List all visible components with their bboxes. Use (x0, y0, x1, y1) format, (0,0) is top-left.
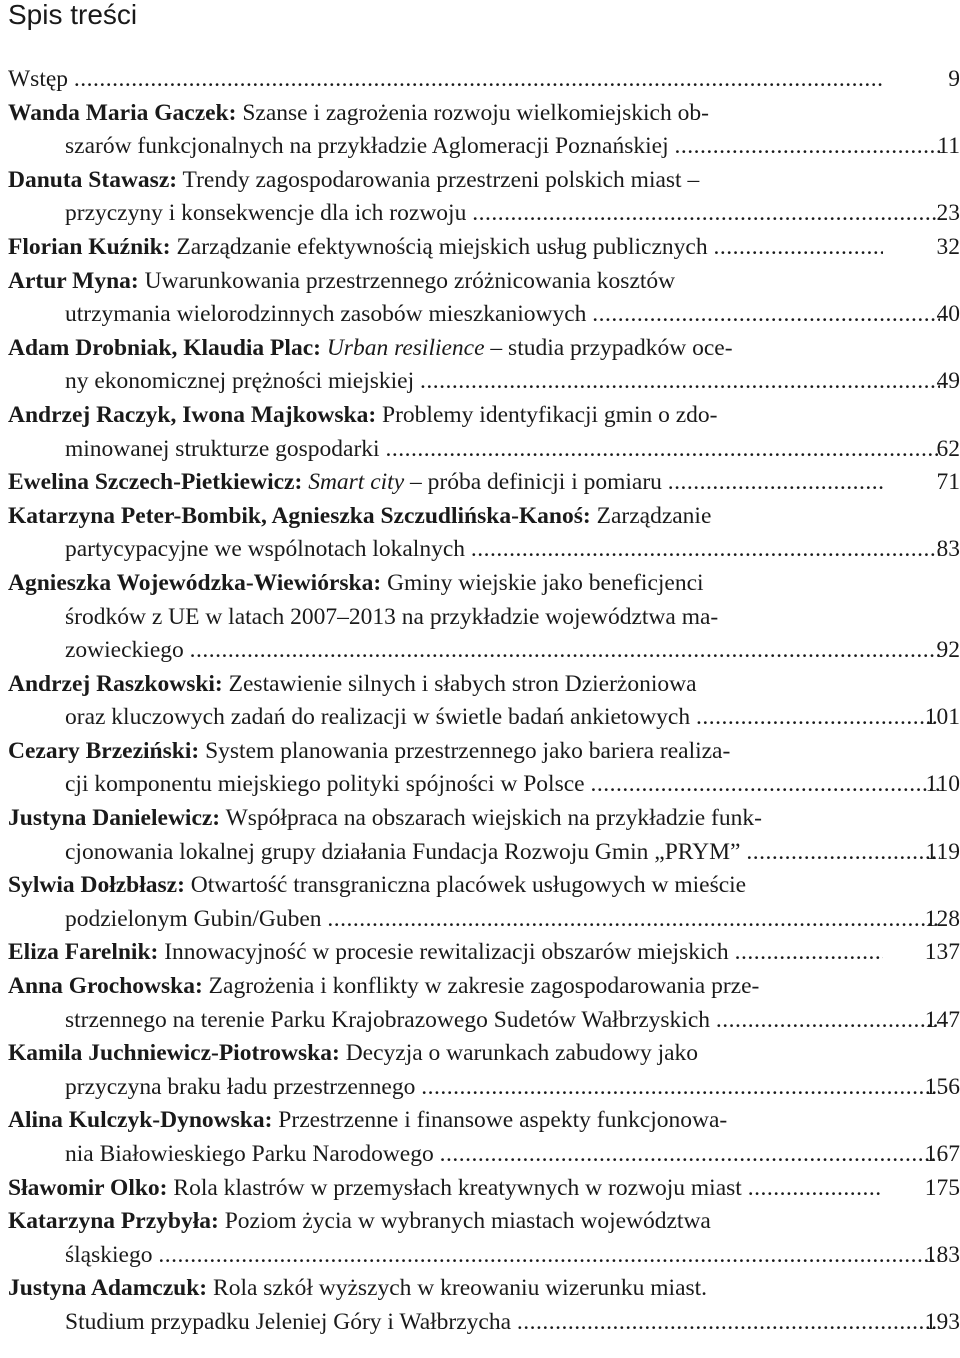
toc-entry[interactable] (8, 399, 960, 466)
toc-entry[interactable] (8, 1037, 960, 1104)
toc-entry-title: Współpraca na obszarach wiejskich na przykładzie funk- (225, 805, 762, 832)
toc-entry-line (8, 433, 940, 467)
toc-entry[interactable] (8, 936, 960, 970)
toc-entry-line (8, 164, 960, 198)
table-of-contents (8, 63, 960, 1340)
toc-entry-line (8, 836, 940, 870)
toc-entry[interactable] (8, 735, 960, 802)
toc-entry-author: Florian Kuźnik: (8, 233, 171, 260)
toc-entry[interactable] (8, 1172, 960, 1206)
toc-entry-line (8, 1172, 883, 1206)
toc-entry[interactable] (8, 970, 960, 1037)
toc-entry-line (8, 802, 960, 836)
toc-entry-title: Wstęp (8, 66, 69, 92)
toc-entry-title: Otwartość transgraniczna placówek usługowych w mieście (190, 872, 747, 899)
toc-entry-title: strzennego na terenie Parku Krajobrazowego Sudetów Wałbrzyskich (65, 1006, 711, 1033)
toc-entry-author: Wanda Maria Gaczek: (8, 99, 237, 126)
toc-entry-title: Rola klastrów w przemysłach kreatywnych w rozwoju miast (173, 1174, 742, 1201)
toc-entry-line (8, 1306, 940, 1340)
toc-page-number: 40 (936, 301, 960, 328)
toc-entry-line (8, 567, 960, 601)
toc-entry-line (8, 601, 960, 635)
toc-page-number: 71 (936, 469, 960, 496)
toc-entry[interactable] (8, 1272, 960, 1339)
toc-entry-line (8, 466, 883, 500)
toc-entry-title: Szanse i zagrożenia rozwoju wielkomiejskich ob- (242, 99, 709, 126)
toc-entry[interactable] (8, 265, 960, 332)
toc-entry-title: Zarządzanie efektywnością miejskich usług publicznych (176, 233, 708, 260)
toc-entry-title: Studium przypadku Jeleniej Góry i Wałbrzycha (65, 1308, 512, 1335)
toc-page-number: 193 (924, 1308, 960, 1335)
toc-entry-line (8, 903, 940, 937)
toc-entry-author: Agnieszka Wojewódzka-Wiewiórska: (8, 569, 382, 596)
toc-entry-author: Alina Kulczyk-Dynowska: (8, 1107, 273, 1134)
toc-entry-author: Kamila Juchniewicz-Piotrowska: (8, 1040, 340, 1067)
toc-entry-author: Katarzyna Peter-Bombik, Agnieszka Szczudlińska-Kanoś: (8, 502, 591, 529)
toc-entry-author: Cezary Brzeziński: (8, 737, 200, 764)
toc-entry-line (8, 1004, 940, 1038)
toc-page-number: 101 (924, 704, 960, 731)
toc-page-number: 9 (948, 66, 960, 92)
toc-entry-author: Ewelina Szczech-Pietkiewicz: (8, 469, 303, 496)
toc-entry-line (8, 1205, 960, 1239)
toc-page-number: 32 (936, 233, 960, 260)
toc-entry-title: Trendy zagospodarowania przestrzeni polskich miast – (182, 166, 700, 193)
toc-entry-line (8, 1138, 940, 1172)
toc-entry-title: zowieckiego (65, 637, 184, 664)
toc-entry-intro[interactable] (8, 63, 960, 97)
toc-entry-line (8, 399, 960, 433)
toc-entry-line (8, 197, 940, 231)
toc-entry-line (8, 970, 960, 1004)
toc-entry-author: Justyna Danielewicz: (8, 805, 221, 832)
toc-entry-author: Eliza Farelnik: (8, 939, 159, 966)
toc-entry[interactable] (8, 869, 960, 936)
toc-entry-title: cji komponentu miejskiego polityki spójności w Polsce (65, 771, 585, 798)
toc-entry-line (8, 130, 940, 164)
toc-entry[interactable] (8, 466, 960, 500)
toc-entry-line (8, 500, 960, 534)
toc-entry[interactable] (8, 231, 960, 265)
toc-entry-author: Anna Grochowska: (8, 973, 203, 1000)
toc-entry-title: – studia przypadków oce- (490, 334, 733, 361)
toc-entry[interactable] (8, 668, 960, 735)
toc-entry-author: Andrzej Raczyk, Iwona Majkowska: (8, 401, 377, 428)
toc-entry-title: partycypacyjne we wspólnotach lokalnych (65, 536, 466, 563)
toc-entry-title: Poziom życia w wybranych miastach województwa (224, 1208, 711, 1235)
toc-page-number: 167 (924, 1141, 960, 1167)
toc-entry-line (8, 936, 883, 970)
toc-entry-author: Sławomir Olko: (8, 1174, 168, 1201)
toc-entry-title: nia Białowieskiego Parku Narodowego (65, 1141, 434, 1167)
toc-entry[interactable] (8, 567, 960, 668)
toc-entry[interactable] (8, 97, 960, 164)
toc-entry-title: Rola szkół wyższych w kreowaniu wizerunku miast. (213, 1275, 708, 1302)
toc-entry-title: środków z UE w latach 2007–2013 na przykładzie województwa ma- (65, 603, 719, 630)
toc-page-number: 83 (936, 536, 960, 563)
toc-entry-title: System planowania przestrzennego jako bariera realiza- (205, 737, 731, 764)
toc-page-number: 137 (924, 939, 960, 966)
toc-entry-title: Przestrzenne i finansowe aspekty funkcjonowa- (278, 1107, 728, 1134)
toc-entry-author: Justyna Adamczuk: (8, 1275, 208, 1302)
toc-page-number: 62 (936, 435, 960, 462)
toc-entry-title: oraz kluczowych zadań do realizacji w świetle badań ankietowych (65, 704, 691, 731)
toc-page-number: 175 (924, 1174, 960, 1201)
toc-entry-line (8, 1239, 940, 1273)
toc-entry-title: – próba definicji i pomiaru (410, 469, 662, 496)
toc-entry-title: Zestawienie silnych i słabych stron Dzierżoniowa (228, 670, 697, 697)
toc-entry-line (8, 231, 883, 265)
toc-entry[interactable] (8, 1205, 960, 1272)
toc-entry-line (8, 1104, 960, 1138)
toc-entry-author: Katarzyna Przybyła: (8, 1208, 219, 1235)
toc-entry[interactable] (8, 1104, 960, 1171)
toc-entry-line (8, 1037, 960, 1071)
toc-entry[interactable] (8, 164, 960, 231)
toc-entry-line (8, 298, 940, 332)
toc-page-number: 156 (924, 1073, 960, 1100)
toc-entry-author: Sylwia Dołzbłasz: (8, 872, 185, 899)
toc-page-number: 128 (924, 905, 960, 932)
toc-page-number: 11 (937, 133, 960, 160)
toc-entry-line (8, 332, 960, 366)
toc-entry-line (8, 63, 883, 97)
toc-entry-author: Andrzej Raszkowski: (8, 670, 223, 697)
toc-entry-title: przyczyna braku ładu przestrzennego (65, 1073, 416, 1100)
toc-page-number: 147 (924, 1006, 960, 1033)
toc-page-number: 119 (925, 838, 960, 865)
toc-page-number: 92 (936, 637, 960, 664)
toc-entry-line (8, 869, 960, 903)
toc-entry-italic-term: Urban resilience (326, 334, 485, 361)
toc-entry[interactable] (8, 802, 960, 869)
toc-entry-author: Danuta Stawasz: (8, 166, 178, 193)
toc-entry-line (8, 1071, 940, 1105)
toc-entry[interactable] (8, 500, 960, 567)
toc-entry-title: Decyzja o warunkach zabudowy jako (345, 1040, 699, 1067)
toc-entry-title: podzielonym Gubin/Guben (65, 905, 322, 932)
toc-entry-line (8, 668, 960, 702)
toc-entry-line (8, 768, 940, 802)
toc-entry-italic-term: Smart city (308, 469, 405, 496)
toc-entry-line (8, 365, 940, 399)
page-title: Spis treści (8, 0, 138, 30)
toc-entry-title: minowanej strukturze gospodarki (65, 435, 380, 462)
toc-entry-title: przyczyny i konsekwencje dla ich rozwoju (65, 200, 467, 227)
toc-entry-title: śląskiego (65, 1241, 153, 1268)
toc-page-number: 49 (936, 368, 960, 395)
toc-entry-title: Zarządzanie (596, 502, 712, 529)
toc-page-number: 23 (936, 200, 960, 227)
toc-entry-line (8, 634, 940, 668)
toc-entry[interactable] (8, 332, 960, 399)
toc-entry-title: utrzymania wielorodzinnych zasobów mieszkaniowych (65, 301, 587, 328)
toc-entry-title: Uwarunkowania przestrzennego zróżnicowania kosztów (144, 267, 676, 294)
toc-entry-author: Adam Drobniak, Klaudia Plac: (8, 334, 321, 361)
toc-entry-line (8, 265, 960, 299)
toc-entry-title: ny ekonomicznej prężności miejskiej (65, 368, 415, 395)
toc-entry-line (8, 533, 940, 567)
toc-page-number: 110 (925, 771, 960, 798)
toc-entry-title: szarów funkcjonalnych na przykładzie Aglomeracji Poznańskiej (65, 133, 669, 160)
toc-entry-title: Innowacyjność w procesie rewitalizacji obszarów miejskich (164, 939, 729, 966)
toc-entry-title: Gminy wiejskie jako beneficjenci (387, 569, 704, 596)
toc-entry-line (8, 97, 960, 131)
toc-entry-title: Zagrożenia i konflikty w zakresie zagospodarowania prze- (208, 973, 760, 1000)
toc-entry-title: cjonowania lokalnej grupy działania Fundacja Rozwoju Gmin „PRYM” (65, 838, 741, 865)
toc-page-number: 183 (924, 1241, 960, 1268)
toc-entry-line (8, 701, 940, 735)
toc-entry-line (8, 1272, 960, 1306)
toc-entry-author: Artur Myna: (8, 267, 139, 294)
toc-entry-line (8, 735, 960, 769)
toc-entry-title: Problemy identyfikacji gmin o zdo- (382, 401, 718, 428)
